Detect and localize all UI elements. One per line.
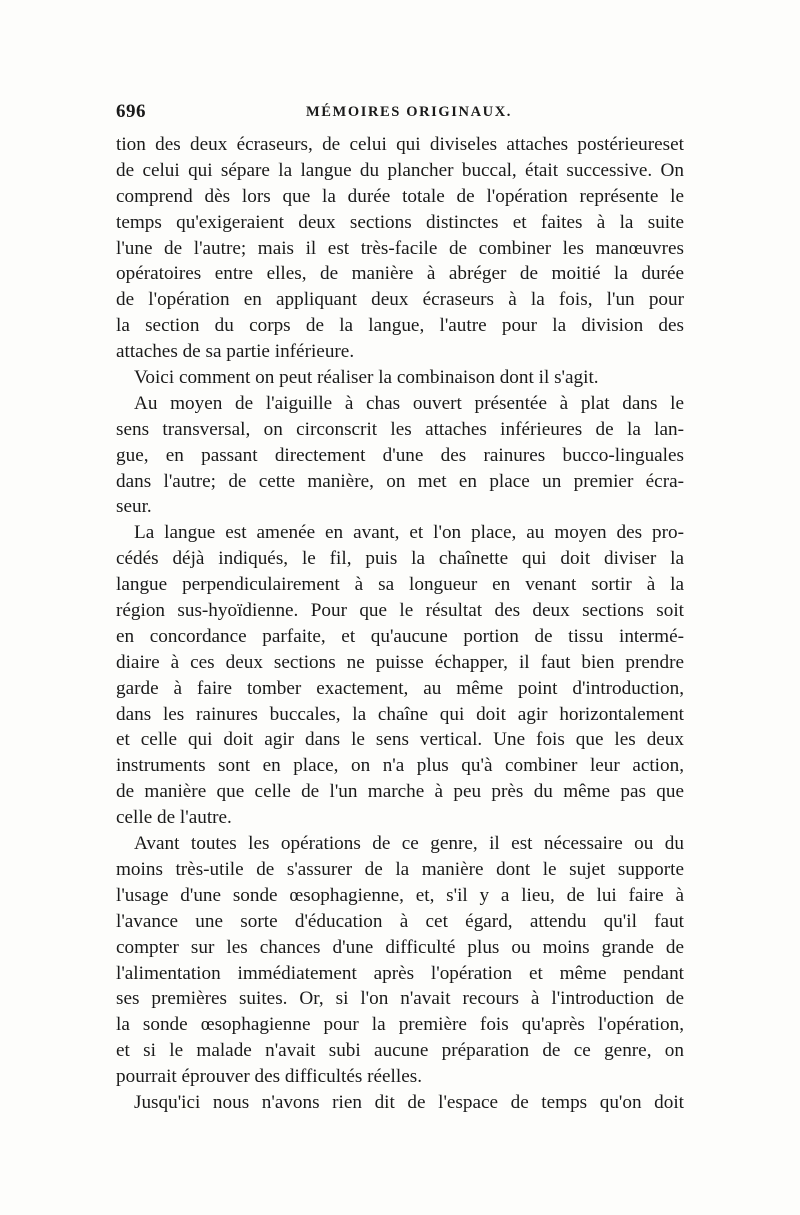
text-line: de celui qui sépare la langue du plancher buccal, était successive. On [116,159,684,181]
text-line: pourrait éprouver des difficultés réelles. [116,1066,422,1088]
text-line: dans les rainures buccales, la chaîne qui doit agir horizontalement [116,703,684,725]
text-line: temps qu'exigeraient deux sections distinctes et faites à la suite [116,211,684,233]
text-line: opératoires entre elles, de manière à abréger de moitié la durée [116,263,684,285]
running-title: MÉMOIRES ORIGINAUX. [306,104,513,120]
text-line: gue, en passant directement d'une des rainures bucco-linguales [116,444,684,466]
text-line: ses premières suites. Or, si l'on n'avait recours à l'introduction de [116,988,684,1010]
body-text [116,132,684,1116]
text-line: celle de l'autre. [116,807,232,829]
text-line: Avant toutes les opérations de ce genre, il est nécessaire ou du [134,833,684,855]
text-line: instruments sont en place, on n'a plus qu'à combiner leur action, [116,755,684,777]
text-line: cédés déjà indiqués, le fil, puis la chaînette qui doit diviser la [116,548,684,570]
text-line: Au moyen de l'aiguille à chas ouvert présentée à plat dans le [134,392,684,414]
page-number: 696 [116,101,146,122]
text-line: garde à faire tomber exactement, au même point d'introduction, [116,677,684,699]
text-line: Jusqu'ici nous n'avons rien dit de l'espace de temps qu'on doit [134,1091,684,1113]
text-line: langue perpendiculairement à sa longueur en venant sortir à la [116,574,684,596]
text-line: compter sur les chances d'une difficulté plus ou moins grande de [116,936,684,958]
text-line: dans l'autre; de cette manière, on met en place un premier écra- [116,470,684,492]
text-line: diaire à ces deux sections ne puisse échapper, il faut bien prendre [116,651,684,673]
text-line: seur. [116,496,152,518]
text-line: la sonde œsophagienne pour la première fois qu'après l'opération, [116,1014,684,1036]
running-head [116,101,684,127]
text-line: l'une de l'autre; mais il est très-facile de combiner les manœuvres [116,237,684,259]
text-line: en concordance parfaite, et qu'aucune portion de tissu intermé- [116,625,684,647]
text-line: moins très-utile de s'assurer de la manière dont le sujet supporte [116,858,684,880]
text-line: la section du corps de la langue, l'autre pour la division des [116,315,684,337]
text-line: sens transversal, on circonscrit les attaches inférieures de la lan- [116,418,684,440]
text-line: de l'opération en appliquant deux écraseurs à la fois, l'un pour [116,289,684,311]
text-line: l'alimentation immédiatement après l'opération et même pendant [116,962,684,984]
text-line: et celle qui doit agir dans le sens vertical. Une fois que les deux [116,729,684,751]
text-line: et si le malade n'avait subi aucune préparation de ce genre, on [116,1040,684,1062]
text-line: comprend dès lors que la durée totale de l'opération représente le [116,185,684,207]
text-line: l'avance une sorte d'éducation à cet égard, attendu qu'il faut [116,910,684,932]
text-line: attaches de sa partie inférieure. [116,341,355,363]
text-line: La langue est amenée en avant, et l'on place, au moyen des pro- [134,522,684,544]
text-line: l'usage d'une sonde œsophagienne, et, s'il y a lieu, de lui faire à [116,884,684,906]
text-line: région sus-hyoïdienne. Pour que le résultat des deux sections soit [116,600,684,622]
text-line: de manière que celle de l'un marche à peu près du même pas que [116,781,684,803]
text-line: Voici comment on peut réaliser la combinaison dont il s'agit. [134,367,599,389]
text-line: tion des deux écraseurs, de celui qui diviseles attaches postérieureset [116,134,684,155]
